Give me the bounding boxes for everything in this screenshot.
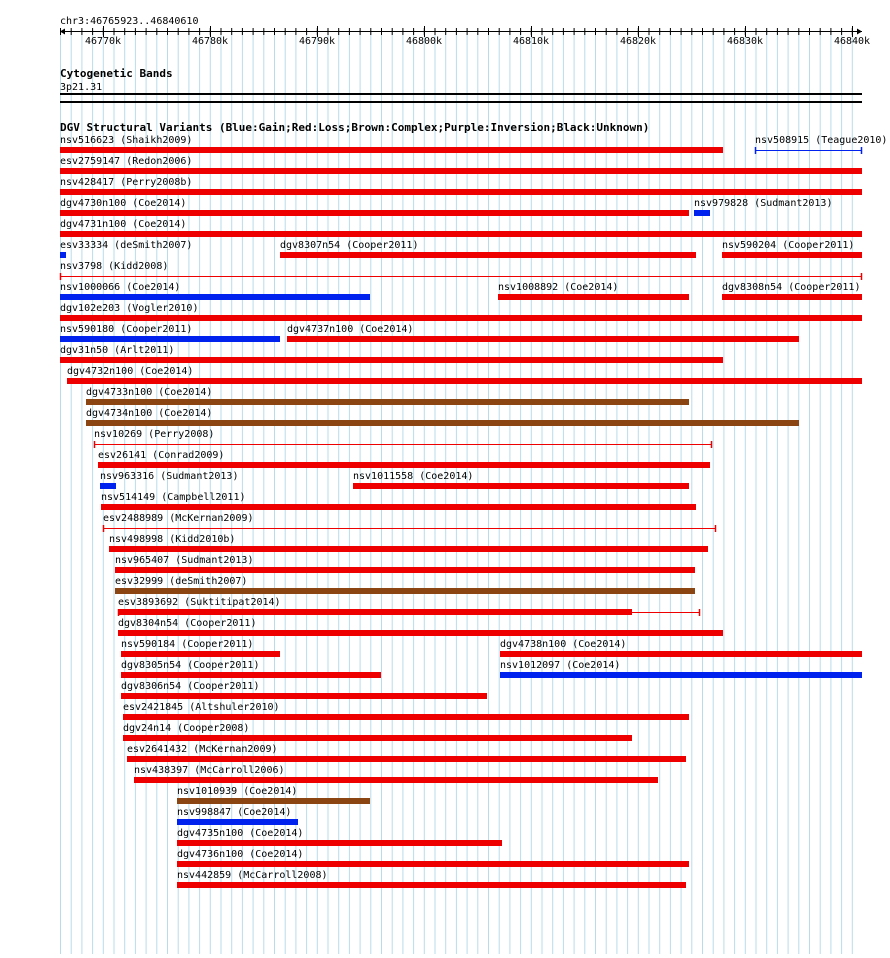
sv-feature[interactable] — [177, 849, 689, 867]
sv-feature-label[interactable]: nsv516623 (Shaikh2009) — [60, 135, 193, 146]
sv-feature-label[interactable]: esv2421845 (Altshuler2010) — [123, 702, 280, 713]
sv-feature-label[interactable]: dgv4733n100 (Coe2014) — [86, 387, 213, 398]
sv-feature-label[interactable]: nsv979828 (Sudmant2013) — [694, 198, 833, 209]
sv-feature-bar[interactable] — [177, 882, 686, 888]
sv-feature-label[interactable]: nsv1008892 (Coe2014) — [498, 282, 619, 293]
sv-feature-label[interactable]: nsv10269 (Perry2008) — [94, 429, 215, 440]
sv-feature-label[interactable]: nsv438397 (McCarroll2006) — [134, 765, 285, 776]
sv-feature-bar[interactable] — [500, 672, 862, 678]
sv-feature-bar[interactable] — [115, 588, 695, 594]
sv-feature[interactable] — [109, 534, 708, 552]
sv-feature[interactable] — [98, 450, 710, 468]
sv-feature-label[interactable]: dgv8304n54 (Cooper2011) — [118, 618, 257, 629]
sv-feature-label[interactable]: dgv4736n100 (Coe2014) — [177, 849, 304, 860]
sv-feature-bar[interactable] — [127, 756, 686, 762]
sv-feature[interactable] — [123, 702, 689, 720]
sv-feature-label[interactable]: dgv8305n54 (Cooper2011) — [121, 660, 260, 671]
sv-feature[interactable] — [287, 324, 799, 342]
cytoband-border-bottom — [60, 101, 862, 103]
sv-feature-bar[interactable] — [177, 861, 689, 867]
sv-feature-label[interactable]: nsv498998 (Kidd2010b) — [109, 534, 236, 545]
sv-feature[interactable] — [103, 513, 716, 532]
sv-feature-label[interactable]: dgv31n50 (Arlt2011) — [60, 345, 175, 356]
sv-feature-bar[interactable] — [109, 546, 708, 552]
sv-feature-label[interactable]: nsv508915 (Teague2010) — [755, 135, 888, 146]
sv-feature-label[interactable]: nsv1000066 (Coe2014) — [60, 282, 181, 293]
sv-feature-bar[interactable] — [722, 294, 862, 300]
sv-feature-bar[interactable] — [86, 399, 689, 405]
sv-feature-bar[interactable] — [121, 651, 280, 657]
sv-feature-label[interactable]: nsv1011558 (Coe2014) — [353, 471, 474, 482]
sv-feature-label[interactable]: dgv8306n54 (Cooper2011) — [121, 681, 260, 692]
sv-feature[interactable] — [177, 807, 298, 825]
sv-feature[interactable] — [121, 681, 487, 699]
ruler-tick-label: 46830k — [726, 36, 764, 47]
sv-feature[interactable] — [121, 639, 280, 657]
sv-feature[interactable] — [101, 492, 696, 510]
sv-feature-label[interactable]: dgv4738n100 (Coe2014) — [500, 639, 627, 650]
sv-feature[interactable] — [60, 303, 862, 321]
sv-feature-bar[interactable] — [121, 672, 381, 678]
sv-feature-label[interactable]: esv26141 (Conrad2009) — [98, 450, 225, 461]
sv-feature-bar[interactable] — [498, 294, 689, 300]
sv-feature[interactable] — [67, 366, 862, 384]
sv-feature-label[interactable]: esv3893692 (Suktitipat2014) — [118, 597, 281, 608]
sv-feature-bar[interactable] — [722, 252, 862, 258]
sv-feature-bar[interactable] — [60, 315, 862, 321]
sv-feature-bar[interactable] — [60, 147, 723, 153]
sv-feature-label[interactable]: nsv590184 (Cooper2011) — [121, 639, 254, 650]
sv-feature-bar[interactable] — [60, 336, 280, 342]
sv-feature[interactable] — [60, 219, 862, 237]
sv-feature-label[interactable]: dgv24n14 (Cooper2008) — [123, 723, 250, 734]
ruler-tick-label: 46840k — [833, 36, 871, 47]
sv-feature-bar[interactable] — [115, 567, 695, 573]
sv-feature[interactable] — [177, 828, 502, 846]
sv-feature[interactable] — [60, 324, 280, 342]
sv-feature-label[interactable]: nsv3798 (Kidd2008) — [60, 261, 169, 272]
sv-feature-bar[interactable] — [60, 231, 862, 237]
sv-feature-label[interactable]: dgv8307n54 (Cooper2011) — [280, 240, 419, 251]
ruler-tick-label: 46810k — [512, 36, 550, 47]
sv-feature[interactable] — [60, 345, 723, 363]
sv-feature-bar[interactable] — [287, 336, 799, 342]
sv-feature-label[interactable]: esv33334 (deSmith2007) — [60, 240, 193, 251]
sv-feature-bar[interactable] — [123, 714, 689, 720]
cytoband-border-top — [60, 93, 862, 95]
ruler-tick-label: 46790k — [298, 36, 336, 47]
sv-feature-bar[interactable] — [134, 777, 658, 783]
ruler-tick-label: 46820k — [619, 36, 657, 47]
sv-feature-label[interactable]: nsv965407 (Sudmant2013) — [115, 555, 254, 566]
sv-feature-label[interactable]: esv32999 (deSmith2007) — [115, 576, 248, 587]
sv-feature-label[interactable]: dgv4730n100 (Coe2014) — [60, 198, 187, 209]
sv-feature[interactable] — [722, 240, 862, 258]
sv-feature-bar[interactable] — [177, 798, 370, 804]
sv-feature[interactable] — [755, 135, 887, 154]
sv-feature-bar[interactable] — [177, 840, 502, 846]
sv-feature-label[interactable]: dgv8308n54 (Cooper2011) — [722, 282, 861, 293]
scale-ruler — [60, 26, 870, 47]
sv-feature[interactable] — [722, 282, 862, 300]
sv-feature[interactable] — [100, 471, 238, 489]
sv-feature[interactable] — [60, 282, 370, 300]
sv-feature-bar[interactable] — [60, 357, 723, 363]
sv-feature-bar[interactable] — [177, 819, 298, 825]
sv-feature-label[interactable]: nsv1010939 (Coe2014) — [177, 786, 298, 797]
sv-feature-bar[interactable] — [86, 420, 799, 426]
ruler-tick-label: 46770k — [84, 36, 122, 47]
sv-feature-label[interactable]: dgv102e203 (Vogler2010) — [60, 303, 199, 314]
sv-feature[interactable] — [86, 387, 689, 405]
sv-feature[interactable] — [118, 618, 723, 636]
sv-feature-bar[interactable] — [123, 735, 632, 741]
sv-feature-label[interactable]: esv2759147 (Redon2006) — [60, 156, 193, 167]
ruler-tick-label: 46780k — [191, 36, 229, 47]
sv-feature-label[interactable]: esv2641432 (McKernan2009) — [127, 744, 278, 755]
sv-feature[interactable] — [177, 786, 370, 804]
position-label: chr3:46765923..46840610 — [60, 16, 199, 27]
sv-feature-bar[interactable] — [67, 378, 862, 384]
sv-feature-label[interactable]: dgv4731n100 (Coe2014) — [60, 219, 187, 230]
sv-feature-bar[interactable] — [353, 483, 689, 489]
sv-feature[interactable] — [60, 177, 862, 195]
ruler-tick-label: 46800k — [405, 36, 443, 47]
sv-feature[interactable] — [60, 156, 862, 174]
dgv-feature-list — [60, 135, 887, 888]
sv-feature-label[interactable]: nsv1012097 (Coe2014) — [500, 660, 621, 671]
dgv-track-title: DGV Structural Variants (Blue:Gain;Red:Loss;Brown:Complex;Purple:Inversion;Black:Unknown) — [60, 121, 650, 134]
cytoband-track-title: Cytogenetic Bands — [60, 67, 173, 80]
sv-feature-bar[interactable] — [118, 630, 723, 636]
sv-feature[interactable] — [498, 282, 689, 300]
sv-feature-bar[interactable] — [98, 462, 710, 468]
sv-feature-label[interactable]: nsv590204 (Cooper2011) — [722, 240, 855, 251]
sv-feature[interactable] — [127, 744, 686, 762]
sv-feature-bar[interactable] — [60, 252, 66, 258]
sv-feature-bar[interactable] — [118, 609, 632, 615]
sv-feature-label[interactable]: dgv4737n100 (Coe2014) — [287, 324, 414, 335]
sv-feature-label[interactable]: esv2488989 (McKernan2009) — [103, 513, 254, 524]
sv-feature-label[interactable]: nsv442859 (McCarroll2008) — [177, 870, 328, 881]
sv-feature-label[interactable]: nsv514149 (Campbell2011) — [101, 492, 246, 503]
sv-feature-bar[interactable] — [60, 189, 862, 195]
sv-feature-label[interactable]: dgv4734n100 (Coe2014) — [86, 408, 213, 419]
sv-feature[interactable] — [60, 261, 862, 280]
sv-feature-bar[interactable] — [500, 651, 862, 657]
sv-feature-bar[interactable] — [60, 168, 862, 174]
sv-feature[interactable] — [60, 135, 723, 153]
sv-feature-bar[interactable] — [280, 252, 696, 258]
sv-feature-label[interactable]: nsv428417 (Perry2008b) — [60, 177, 193, 188]
sv-feature-bar[interactable] — [60, 210, 689, 216]
sv-feature-bar[interactable] — [100, 483, 116, 489]
sv-feature-label[interactable]: nsv998847 (Coe2014) — [177, 807, 292, 818]
sv-feature[interactable] — [134, 765, 658, 783]
sv-feature-label[interactable]: dgv4735n100 (Coe2014) — [177, 828, 304, 839]
sv-feature[interactable] — [123, 723, 632, 741]
sv-feature[interactable] — [177, 870, 686, 888]
sv-feature[interactable] — [694, 198, 832, 216]
sv-feature-bar[interactable] — [60, 294, 370, 300]
ruler-right-arrow-icon — [857, 29, 862, 35]
sv-feature-bar[interactable] — [101, 504, 696, 510]
cytoband-name[interactable]: 3p21.31 — [60, 82, 103, 93]
sv-feature-label[interactable]: nsv590180 (Cooper2011) — [60, 324, 193, 335]
sv-feature-label[interactable]: dgv4732n100 (Coe2014) — [67, 366, 194, 377]
sv-feature-bar[interactable] — [694, 210, 710, 216]
sv-feature[interactable] — [121, 660, 381, 678]
sv-feature-bar[interactable] — [121, 693, 487, 699]
sv-feature[interactable] — [60, 198, 689, 216]
sv-feature[interactable] — [115, 555, 695, 573]
sv-feature[interactable] — [115, 576, 695, 594]
sv-feature[interactable] — [118, 597, 700, 616]
sv-feature[interactable] — [60, 240, 192, 258]
sv-feature-label[interactable]: nsv963316 (Sudmant2013) — [100, 471, 239, 482]
